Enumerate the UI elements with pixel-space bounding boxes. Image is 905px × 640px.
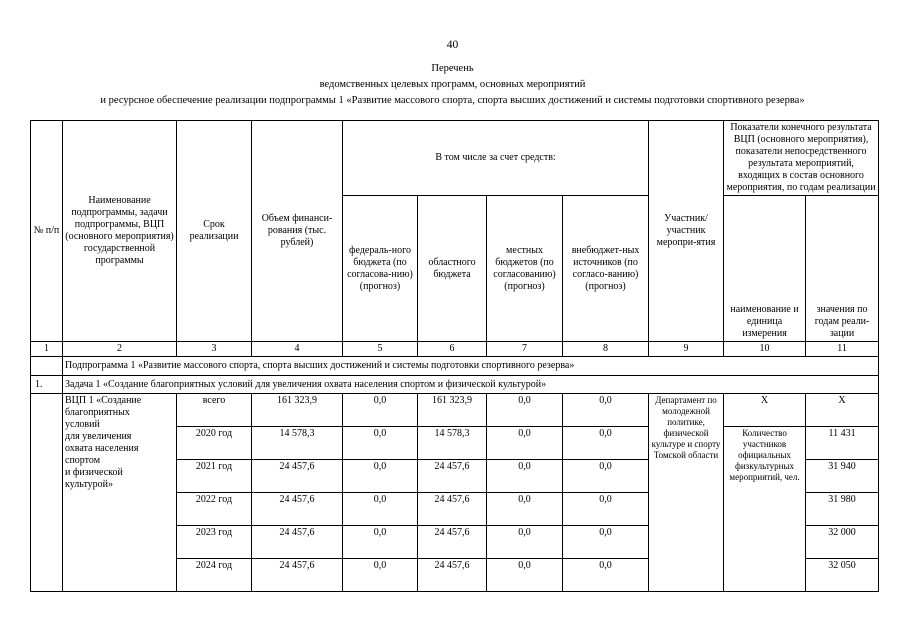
vcp-name-line: культурой» bbox=[65, 479, 114, 490]
col-number: 2 bbox=[63, 342, 177, 357]
row-volume: 24 457,6 bbox=[252, 460, 343, 493]
title-line-1: Перечень bbox=[431, 63, 474, 74]
row-value: 31 940 bbox=[806, 460, 879, 493]
row-federal: 0,0 bbox=[343, 526, 418, 559]
row-regional: 161 323,9 bbox=[418, 394, 487, 427]
row-term: 2024 год bbox=[177, 559, 252, 592]
vcp-name-line: условий bbox=[65, 419, 100, 430]
row-value: 32 000 bbox=[806, 526, 879, 559]
table-row bbox=[31, 394, 879, 427]
header-name: Наименование подпрограммы, задачи подпрограммы, ВЦП (основного мероприятия) государственной программы bbox=[63, 121, 177, 342]
row-regional: 24 457,6 bbox=[418, 493, 487, 526]
program-table bbox=[30, 120, 879, 592]
row-volume: 24 457,6 bbox=[252, 493, 343, 526]
row-term: 2023 год bbox=[177, 526, 252, 559]
vcp-indicator-name: Количество участников официальных физкультурных мероприятий, чел. bbox=[724, 427, 806, 592]
row-local: 0,0 bbox=[487, 460, 563, 493]
header-volume: Объем финанси-рования (тыс. рублей) bbox=[252, 121, 343, 342]
row-regional: 24 457,6 bbox=[418, 460, 487, 493]
title-line-3: и ресурсное обеспечение реализации подпрограммы 1 «Развитие массового спорта, спорта высших достижений и системы подготовки спортивного резерва» bbox=[100, 95, 805, 106]
row-volume: 24 457,6 bbox=[252, 526, 343, 559]
header-num: № п/п bbox=[31, 121, 63, 342]
col-number: 1 bbox=[31, 342, 63, 357]
header-extra: внебюджет-ных источников (по согласо-ванию) (прогноз) bbox=[563, 196, 649, 342]
header-regional: областного бюджета bbox=[418, 196, 487, 342]
row-regional: 24 457,6 bbox=[418, 559, 487, 592]
header-indicator-name: наименование и единица измерения bbox=[724, 196, 806, 342]
col-number: 9 bbox=[649, 342, 724, 357]
col-number: 11 bbox=[806, 342, 879, 357]
row-local: 0,0 bbox=[487, 493, 563, 526]
row-local: 0,0 bbox=[487, 427, 563, 460]
header-federal: федераль-ного бюджета (по согласова-нию) (прогноз) bbox=[343, 196, 418, 342]
col-number: 7 bbox=[487, 342, 563, 357]
row-extra: 0,0 bbox=[563, 493, 649, 526]
row-local: 0,0 bbox=[487, 526, 563, 559]
header-participant: Участник/ участник меропри-ятия bbox=[649, 121, 724, 342]
column-numbers-row bbox=[31, 342, 879, 357]
row-term: 2022 год bbox=[177, 493, 252, 526]
row-volume: 14 578,3 bbox=[252, 427, 343, 460]
col-number: 10 bbox=[724, 342, 806, 357]
vcp-name bbox=[63, 394, 177, 592]
subprogram-title: Подпрограмма 1 «Развитие массового спорта, спорта высших достижений и системы подготовки спортивного резерва» bbox=[63, 357, 879, 376]
row-value: 31 980 bbox=[806, 493, 879, 526]
row-federal: 0,0 bbox=[343, 460, 418, 493]
vcp-name-line: охвата населения bbox=[65, 443, 139, 454]
header-local: местных бюджетов (по согласованию) (прогноз) bbox=[487, 196, 563, 342]
subprogram-num bbox=[31, 357, 63, 376]
col-number: 6 bbox=[418, 342, 487, 357]
col-number: 8 bbox=[563, 342, 649, 357]
vcp-participant: Департамент по молодежной политике, физической культуре и спорту Томской области bbox=[649, 394, 724, 592]
row-federal: 0,0 bbox=[343, 394, 418, 427]
document-title bbox=[0, 61, 905, 109]
col-number: 5 bbox=[343, 342, 418, 357]
row-term: всего bbox=[177, 394, 252, 427]
vcp-name-line: и физической bbox=[65, 467, 123, 478]
header-including: В том числе за счет средств: bbox=[343, 121, 649, 196]
row-federal: 0,0 bbox=[343, 427, 418, 460]
row-indicator-name: X bbox=[724, 394, 806, 427]
page-number: 40 bbox=[446, 39, 459, 51]
row-value: 32 050 bbox=[806, 559, 879, 592]
header-term: Срок реализации bbox=[177, 121, 252, 342]
row-volume: 24 457,6 bbox=[252, 559, 343, 592]
row-extra: 0,0 bbox=[563, 559, 649, 592]
row-federal: 0,0 bbox=[343, 493, 418, 526]
row-extra: 0,0 bbox=[563, 526, 649, 559]
col-number: 4 bbox=[252, 342, 343, 357]
row-value: X bbox=[806, 394, 879, 427]
row-term: 2021 год bbox=[177, 460, 252, 493]
row-federal: 0,0 bbox=[343, 559, 418, 592]
row-extra: 0,0 bbox=[563, 394, 649, 427]
vcp-name-line: благоприятных bbox=[65, 407, 130, 418]
title-line-2: ведомственных целевых программ, основных мероприятий bbox=[319, 79, 586, 90]
row-value: 11 431 bbox=[806, 427, 879, 460]
header-indicators: Показатели конечного результата ВЦП (основного мероприятия), показатели непосредственного результата мероприятий, входящих в состав основного мероприятия, по годам реализации bbox=[724, 121, 879, 196]
row-local: 0,0 bbox=[487, 559, 563, 592]
vcp-name-line: ВЦП 1 «Создание bbox=[65, 395, 142, 406]
row-term: 2020 год bbox=[177, 427, 252, 460]
row-local: 0,0 bbox=[487, 394, 563, 427]
vcp-name-line: для увеличения bbox=[65, 431, 132, 442]
row-extra: 0,0 bbox=[563, 460, 649, 493]
row-regional: 14 578,3 bbox=[418, 427, 487, 460]
task-title: Задача 1 «Создание благоприятных условий для увеличения охвата населения спортом и физической культурой» bbox=[63, 376, 879, 394]
row-regional: 24 457,6 bbox=[418, 526, 487, 559]
col-number: 3 bbox=[177, 342, 252, 357]
vcp-num bbox=[31, 394, 63, 592]
row-extra: 0,0 bbox=[563, 427, 649, 460]
header-indicator-values: значения по годам реали-зации bbox=[806, 196, 879, 342]
task-num: 1. bbox=[31, 376, 63, 394]
vcp-name-line: спортом bbox=[65, 455, 101, 466]
row-volume: 161 323,9 bbox=[252, 394, 343, 427]
